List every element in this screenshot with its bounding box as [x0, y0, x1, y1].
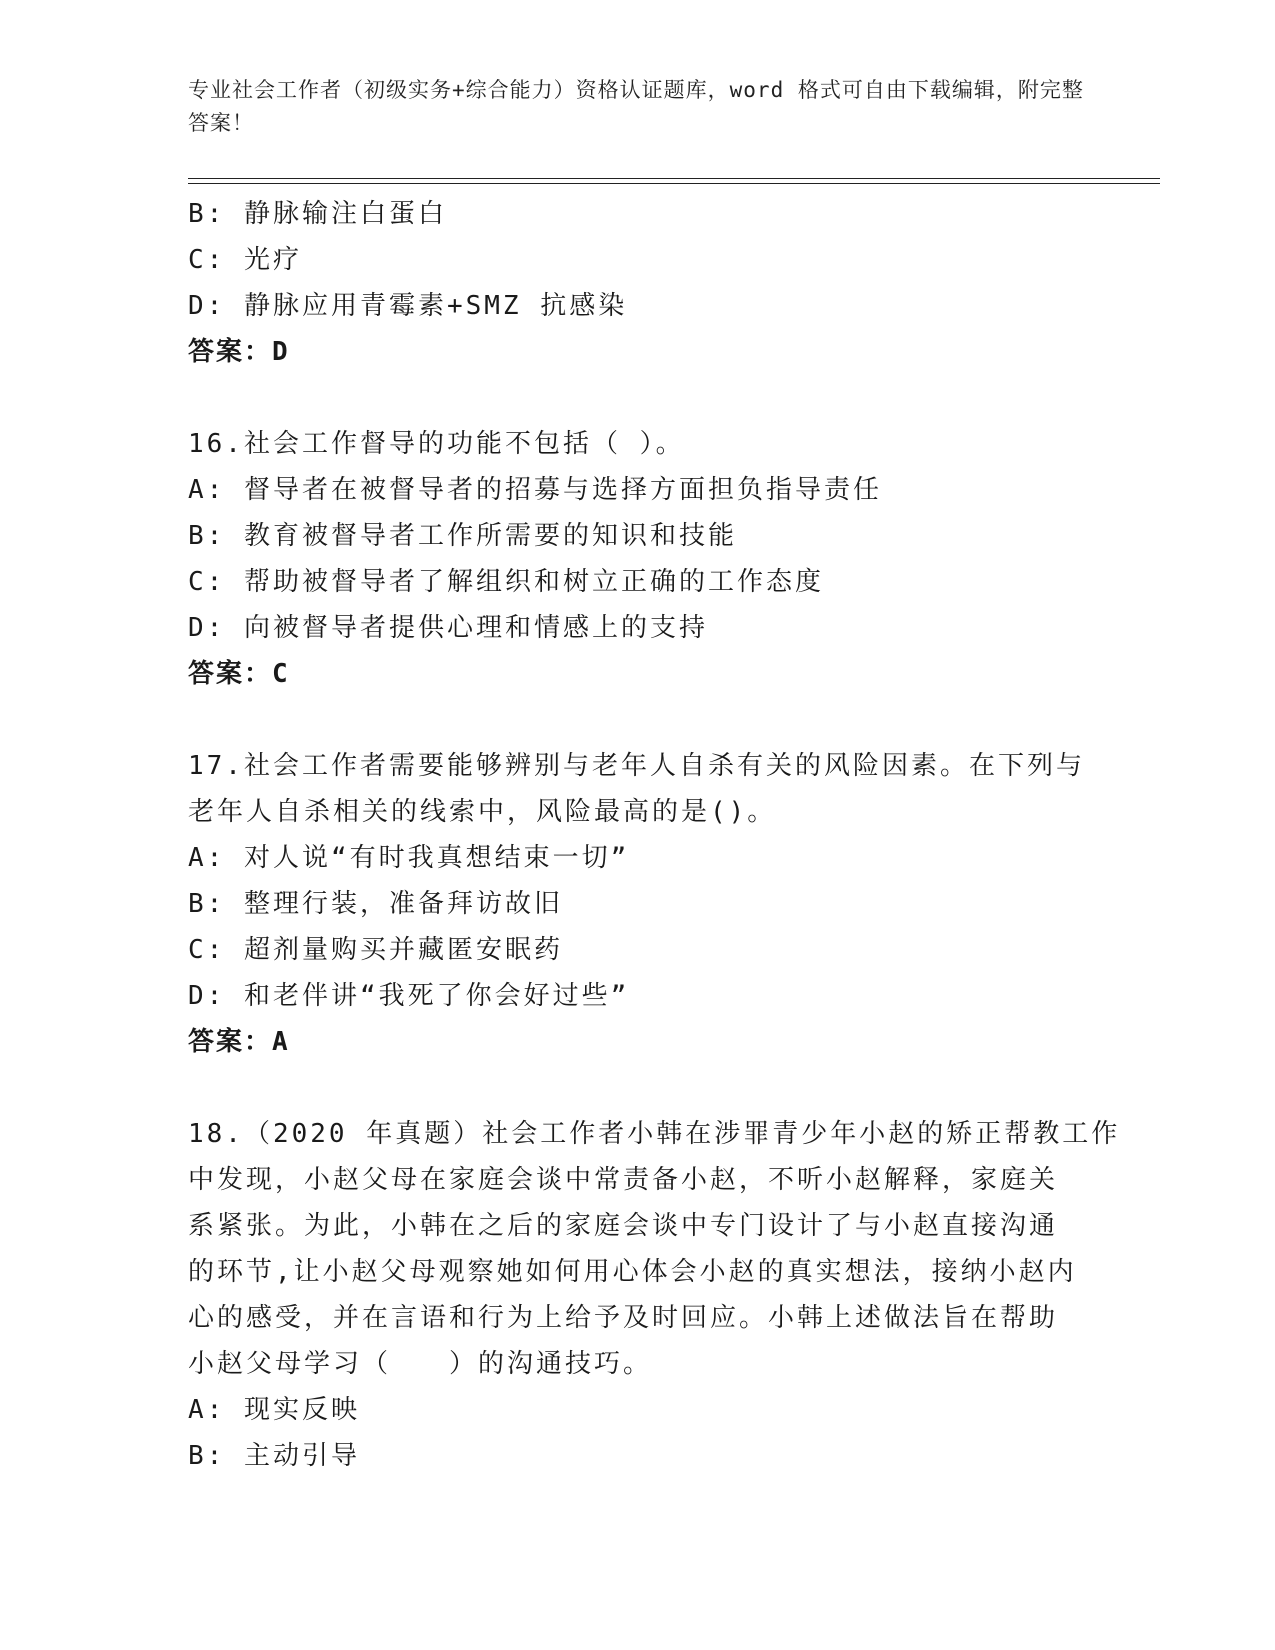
question-stem-line: 系紧张。为此，小韩在之后的家庭会谈中专门设计了与小赵直接沟通 — [188, 1211, 1059, 1241]
option-d: D: 和老伴讲“我死了你会好过些” — [188, 981, 630, 1011]
header-divider-bottom — [188, 183, 1160, 184]
option-b: B: 教育被督导者工作所需要的知识和技能 — [188, 521, 737, 551]
question-stem-line: 中发现，小赵父母在家庭会谈中常责备小赵，不听小赵解释，家庭关 — [188, 1165, 1059, 1195]
spacer — [188, 375, 1088, 421]
header-divider-top — [188, 178, 1160, 179]
option-c: C: 帮助被督导者了解组织和树立正确的工作态度 — [188, 567, 824, 597]
question-18-block — [188, 1111, 1121, 1479]
question-17-block — [188, 743, 1088, 1065]
question-stem-line: 18.（2020 年真题）社会工作者小韩在涉罪青少年小赵的矫正帮教工作 — [188, 1119, 1121, 1149]
option-b: B: 整理行装，准备拜访故旧 — [188, 889, 563, 919]
header-title: 专业社会工作者（初级实务+综合能力）资格认证题库，word 格式可自由下载编辑，附完整答案！ — [188, 78, 1084, 135]
spacer — [188, 697, 1088, 743]
question-stem-line: 小赵父母学习（ ）的沟通技巧。 — [188, 1349, 653, 1379]
question-15-block — [188, 191, 1088, 375]
option-c: C: 光疗 — [188, 245, 302, 275]
question-stem-line: 老年人自杀相关的线索中，风险最高的是()。 — [188, 797, 777, 827]
option-a: A: 现实反映 — [188, 1395, 360, 1425]
question-stem-line: 心的感受，并在言语和行为上给予及时回应。小韩上述做法旨在帮助 — [188, 1303, 1059, 1333]
option-a: A: 督导者在被督导者的招募与选择方面担负指导责任 — [188, 475, 882, 505]
option-b: B: 主动引导 — [188, 1441, 360, 1471]
question-stem: 16.社会工作督导的功能不包括（ ）。 — [188, 429, 685, 459]
document-header — [188, 74, 1088, 140]
question-stem-line: 的环节,让小赵父母观察她如何用心体会小赵的真实想法，接纳小赵内 — [188, 1257, 1077, 1287]
option-c: C: 超剂量购买并藏匿安眠药 — [188, 935, 563, 965]
option-d: D: 静脉应用青霉素+SMZ 抗感染 — [188, 291, 628, 321]
answer-label: 答案：C — [188, 659, 290, 689]
option-b: B: 静脉输注白蛋白 — [188, 199, 447, 229]
question-list — [188, 191, 1121, 1479]
answer-label: 答案：A — [188, 1027, 290, 1057]
question-stem-line: 17.社会工作者需要能够辨别与老年人自杀有关的风险因素。在下列与 — [188, 751, 1085, 781]
spacer — [188, 1065, 1088, 1111]
answer-label: 答案：D — [188, 337, 290, 367]
question-16-block — [188, 421, 1088, 697]
option-a: A: 对人说“有时我真想结束一切” — [188, 843, 630, 873]
option-d: D: 向被督导者提供心理和情感上的支持 — [188, 613, 708, 643]
